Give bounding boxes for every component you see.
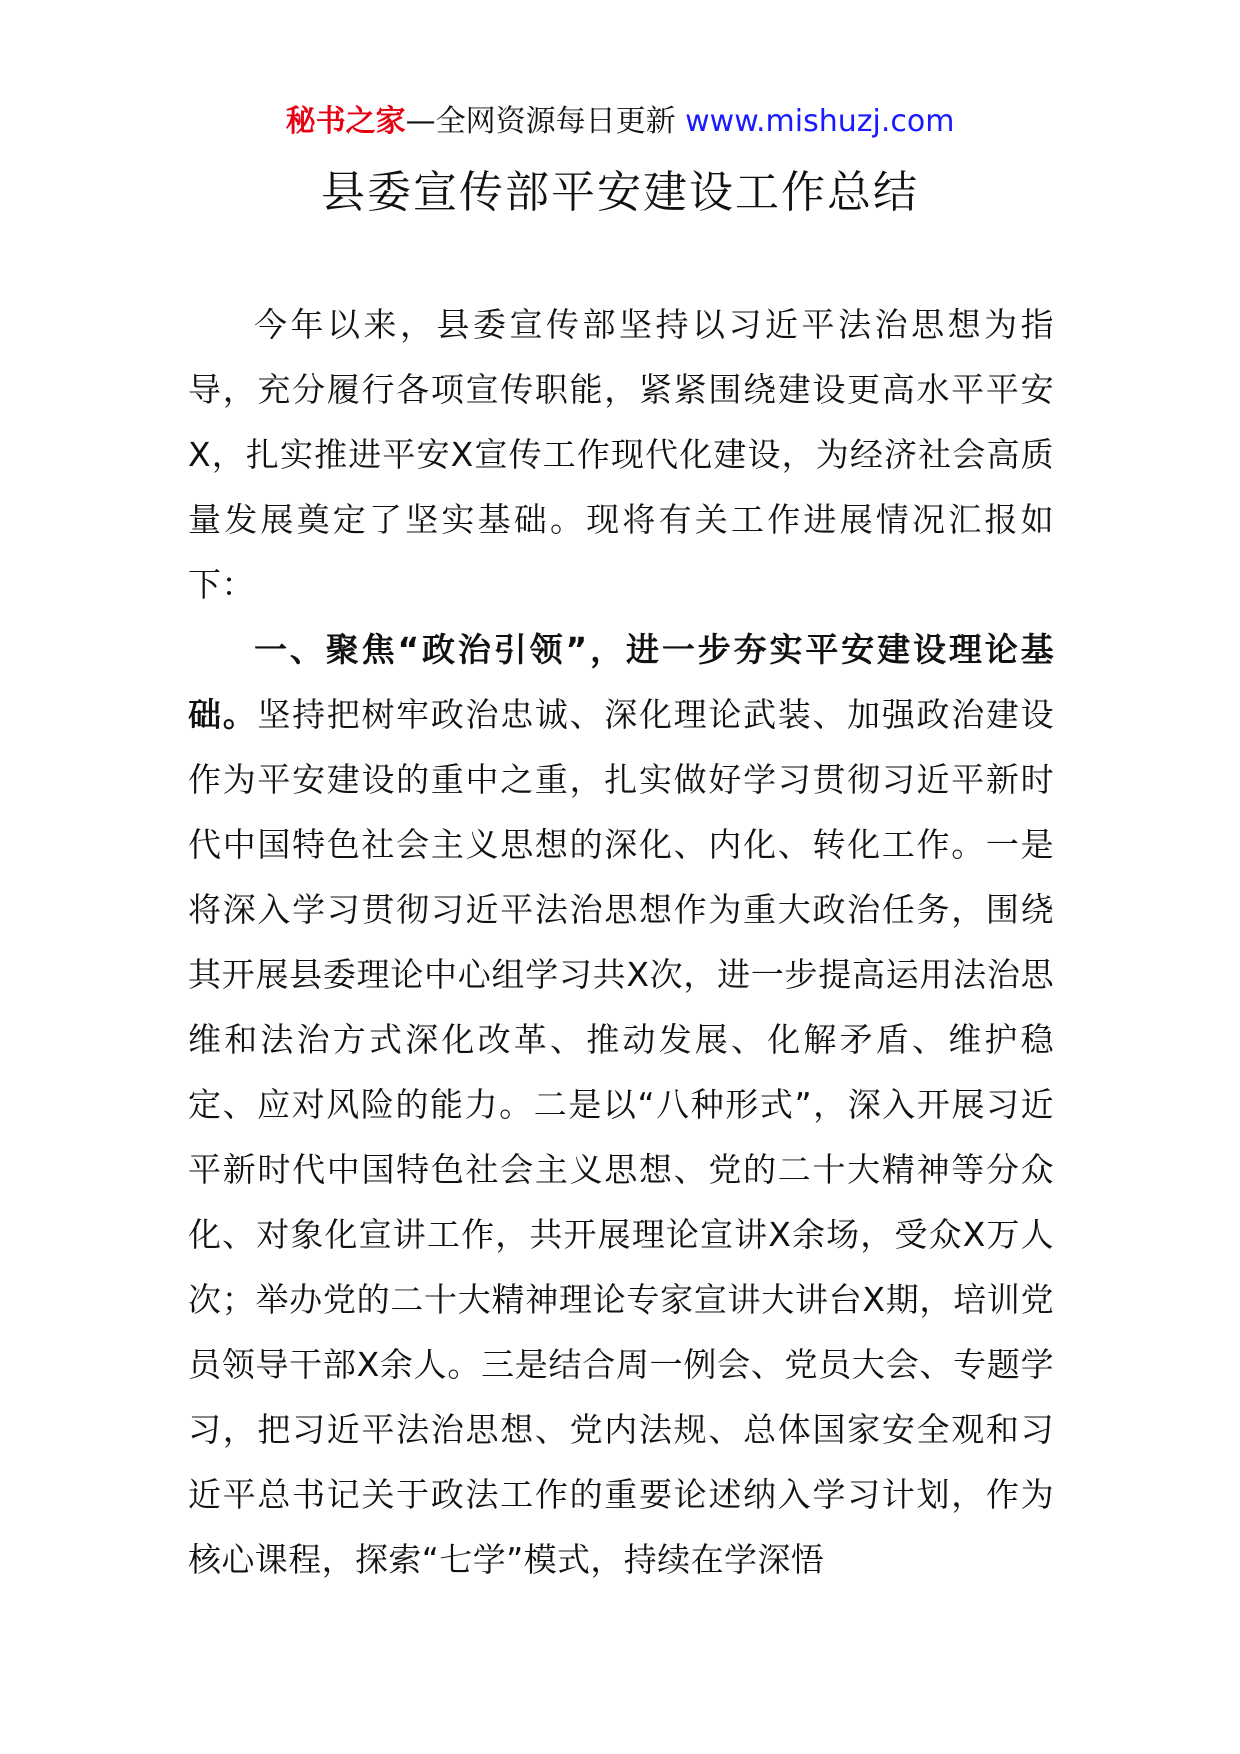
section-1-heading: 一、聚焦“政治引领”，进一步夯实平安建设理论基础。 xyxy=(188,630,1054,734)
site-url-link[interactable]: www.mishuzj.com xyxy=(685,104,955,139)
section-1-text: 坚持把树牢政治忠诚、深化理论武装、加强政治建设作为平安建设的重中之重，扎实做好学习贯彻习近平新时代中国特色社会主义思想的深化、内化、转化工作。一是将深入学习贯彻习近平法治思想作为重大政治任务，围绕其开展县委理论中心组学习共X次，进一步提高运用法治思维和法治方式深化改革、推动发展、化解矛盾、维护稳定、应对风险的能力。二是以“八种形式”，深入开展习近平新时代中国特色社会主义思想、党的二十大精神等分众化、对象化宣讲工作，共开展理论宣讲X余场，受众X万人次；举办党的二十大精神理论专家宣讲大讲台X期，培训党员领导干部X余人。三是结合周一例会、党员大会、专题学习，把习近平法治思想、党内法规、总体国家安全观和习近平总书记关于政法工作的重要论述纳入学习计划，作为核心课程，探索“七学”模式，持续在学深悟 xyxy=(188,695,1054,1579)
document-body xyxy=(188,292,1054,1592)
site-header xyxy=(0,100,1240,144)
site-tagline: —全网资源每日更新 xyxy=(405,104,676,139)
section-1-paragraph xyxy=(188,617,1054,1592)
intro-paragraph: 今年以来，县委宣传部坚持以习近平法治思想为指导，充分履行各项宣传职能，紧紧围绕建设更高水平平安X，扎实推进平安X宣传工作现代化建设，为经济社会高质量发展奠定了坚实基础。现将有关工作进展情况汇报如下： xyxy=(188,305,1054,604)
site-brand: 秘书之家 xyxy=(285,104,406,139)
document-title: 县委宣传部平安建设工作总结 xyxy=(321,167,919,218)
